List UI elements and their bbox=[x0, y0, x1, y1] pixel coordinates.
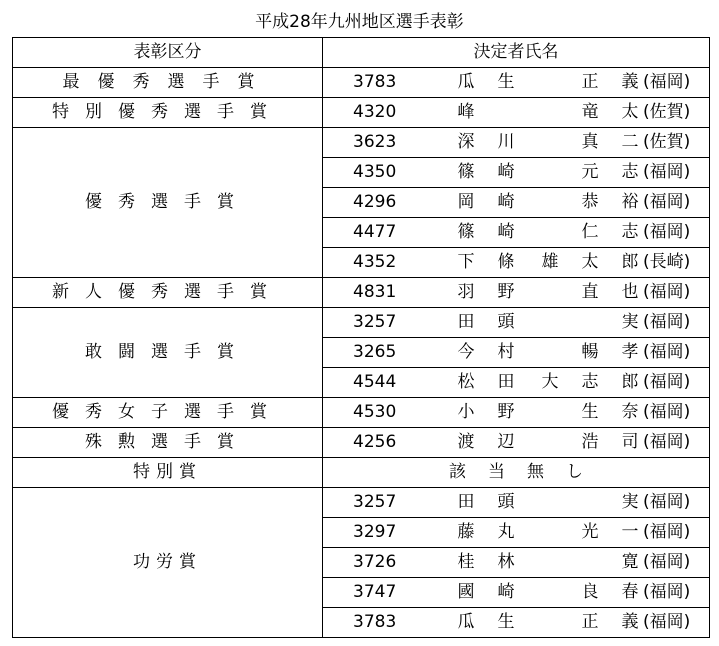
prefecture: (福岡) bbox=[643, 402, 691, 422]
racer-name-char: 林 bbox=[497, 552, 515, 572]
racer-name-char: 岡 bbox=[457, 192, 475, 212]
winner-cell bbox=[323, 548, 710, 578]
racer-name-char: 崎 bbox=[497, 162, 515, 182]
racer-name-char: 頭 bbox=[497, 312, 515, 332]
racer-name-char: 太 bbox=[581, 252, 599, 272]
racer-name-char: 崎 bbox=[497, 192, 515, 212]
racer-number: 4296 bbox=[353, 192, 397, 212]
racer-number: 3623 bbox=[353, 132, 397, 152]
racer-number: 4320 bbox=[353, 102, 397, 122]
category-cell: 優秀女子選手賞 bbox=[13, 398, 323, 428]
racer-name-char: 暢 bbox=[581, 342, 599, 362]
table-row bbox=[13, 428, 710, 458]
racer-name-char: 生 bbox=[581, 402, 599, 422]
racer-name-char: 一 bbox=[621, 522, 639, 542]
racer-name-char: 志 bbox=[581, 372, 599, 392]
racer-number: 3257 bbox=[353, 312, 397, 332]
racer-name-char: 田 bbox=[497, 372, 515, 392]
racer-number: 3257 bbox=[353, 492, 397, 512]
table-row bbox=[13, 458, 710, 488]
winner-cell bbox=[323, 128, 710, 158]
racer-name-char: 深 bbox=[457, 132, 475, 152]
racer-name-char: 志 bbox=[621, 222, 639, 242]
winner-cell bbox=[323, 368, 710, 398]
table-row bbox=[13, 98, 710, 128]
racer-name-char: 田 bbox=[457, 492, 475, 512]
racer-name-char: 直 bbox=[581, 282, 599, 302]
winner-cell bbox=[323, 488, 710, 518]
category-cell: 新人優秀選手賞 bbox=[13, 278, 323, 308]
racer-name-char: 正 bbox=[581, 612, 599, 632]
table-row bbox=[13, 68, 710, 98]
prefecture: (福岡) bbox=[643, 552, 691, 572]
racer-name-char: 小 bbox=[457, 402, 475, 422]
prefecture: (長崎) bbox=[643, 252, 691, 272]
racer-name-char: 真 bbox=[581, 132, 599, 152]
prefecture: (福岡) bbox=[643, 372, 691, 392]
no-winner-text: 該当無し bbox=[449, 462, 605, 482]
prefecture: (福岡) bbox=[643, 222, 691, 242]
category-cell: 最優秀選手賞 bbox=[13, 68, 323, 98]
racer-number: 3265 bbox=[353, 342, 397, 362]
prefecture: (佐賀) bbox=[643, 102, 691, 122]
racer-name-char: 下 bbox=[457, 252, 475, 272]
prefecture: (福岡) bbox=[643, 432, 691, 452]
racer-name-char: 松 bbox=[457, 372, 475, 392]
racer-name-char: 大 bbox=[541, 372, 559, 392]
racer-name-char: 司 bbox=[621, 432, 639, 452]
racer-name-char: 竜 bbox=[581, 102, 599, 122]
racer-name-char: 丸 bbox=[497, 522, 515, 542]
prefecture: (福岡) bbox=[643, 522, 691, 542]
table-row bbox=[13, 398, 710, 428]
winner-cell bbox=[323, 158, 710, 188]
racer-name-char: 村 bbox=[497, 342, 515, 362]
racer-name-char: 渡 bbox=[457, 432, 475, 452]
racer-number: 4477 bbox=[353, 222, 397, 242]
category-cell: 殊勲選手賞 bbox=[13, 428, 323, 458]
racer-number: 4831 bbox=[353, 282, 397, 302]
prefecture: (福岡) bbox=[643, 312, 691, 332]
racer-name-char: 今 bbox=[457, 342, 475, 362]
prefecture: (福岡) bbox=[643, 282, 691, 302]
winner-cell bbox=[323, 398, 710, 428]
winner-cell bbox=[323, 578, 710, 608]
racer-name-char: 生 bbox=[497, 72, 515, 92]
table-row bbox=[13, 278, 710, 308]
racer-name-char: 條 bbox=[497, 252, 515, 272]
table-row bbox=[13, 488, 710, 518]
racer-name-char: 瓜 bbox=[457, 72, 475, 92]
racer-name-char: 元 bbox=[581, 162, 599, 182]
prefecture: (佐賀) bbox=[643, 132, 691, 152]
category-cell: 功労賞 bbox=[13, 488, 323, 638]
prefecture: (福岡) bbox=[643, 612, 691, 632]
racer-name-char: 崎 bbox=[497, 582, 515, 602]
racer-name-char: 光 bbox=[581, 522, 599, 542]
winner-cell bbox=[323, 608, 710, 638]
racer-number: 4544 bbox=[353, 372, 397, 392]
header-row bbox=[13, 38, 710, 68]
racer-name-char: 辺 bbox=[497, 432, 515, 452]
page-title: 平成28年九州地区選手表彰 bbox=[255, 12, 464, 32]
racer-name-char: 崎 bbox=[497, 222, 515, 242]
racer-number: 3783 bbox=[353, 72, 397, 92]
racer-name-char: 実 bbox=[621, 312, 639, 332]
header-winner: 決定者氏名 bbox=[323, 38, 710, 68]
racer-name-char: 二 bbox=[621, 132, 639, 152]
racer-name-char: 川 bbox=[497, 132, 515, 152]
table-row bbox=[13, 128, 710, 158]
category-cell: 特別賞 bbox=[13, 458, 323, 488]
racer-name-char: 生 bbox=[497, 612, 515, 632]
racer-name-char: 裕 bbox=[621, 192, 639, 212]
racer-name-char: 太 bbox=[621, 102, 639, 122]
racer-name-char: 羽 bbox=[457, 282, 475, 302]
racer-name-char: 篠 bbox=[457, 162, 475, 182]
winner-cell bbox=[323, 518, 710, 548]
racer-name-char: 田 bbox=[457, 312, 475, 332]
prefecture: (福岡) bbox=[643, 342, 691, 362]
racer-name-char: 良 bbox=[581, 582, 599, 602]
header-category: 表彰区分 bbox=[13, 38, 323, 68]
winner-cell bbox=[323, 68, 710, 98]
racer-number: 3747 bbox=[353, 582, 397, 602]
racer-name-char: 國 bbox=[457, 582, 475, 602]
winner-cell bbox=[323, 308, 710, 338]
racer-name-char: 正 bbox=[581, 72, 599, 92]
prefecture: (福岡) bbox=[643, 192, 691, 212]
racer-number: 4530 bbox=[353, 402, 397, 422]
racer-name-char: 奈 bbox=[621, 402, 639, 422]
category-cell: 特別優秀選手賞 bbox=[13, 98, 323, 128]
prefecture: (福岡) bbox=[643, 72, 691, 92]
racer-name-char: 実 bbox=[621, 492, 639, 512]
racer-name-char: 雄 bbox=[541, 252, 559, 272]
winner-cell bbox=[323, 188, 710, 218]
racer-number: 4350 bbox=[353, 162, 397, 182]
racer-name-char: 孝 bbox=[621, 342, 639, 362]
racer-number: 3726 bbox=[353, 552, 397, 572]
category-cell: 敢闘選手賞 bbox=[13, 308, 323, 398]
winner-cell bbox=[323, 248, 710, 278]
winner-cell bbox=[323, 338, 710, 368]
winner-cell bbox=[323, 278, 710, 308]
category-cell: 優秀選手賞 bbox=[13, 128, 323, 278]
racer-name-char: 篠 bbox=[457, 222, 475, 242]
racer-name-char: 郎 bbox=[621, 252, 639, 272]
racer-name-char: 桂 bbox=[457, 552, 475, 572]
racer-name-char: 頭 bbox=[497, 492, 515, 512]
racer-name-char: 也 bbox=[621, 282, 639, 302]
racer-number: 4256 bbox=[353, 432, 397, 452]
winner-cell bbox=[323, 458, 710, 488]
prefecture: (福岡) bbox=[643, 492, 691, 512]
racer-name-char: 義 bbox=[621, 612, 639, 632]
winner-cell bbox=[323, 98, 710, 128]
racer-name-char: 浩 bbox=[581, 432, 599, 452]
racer-number: 3297 bbox=[353, 522, 397, 542]
table-row bbox=[13, 308, 710, 338]
racer-name-char: 野 bbox=[497, 402, 515, 422]
racer-number: 3783 bbox=[353, 612, 397, 632]
prefecture: (福岡) bbox=[643, 582, 691, 602]
racer-name-char: 春 bbox=[621, 582, 639, 602]
racer-name-char: 瓜 bbox=[457, 612, 475, 632]
racer-name-char: 恭 bbox=[581, 192, 599, 212]
racer-name-char: 藤 bbox=[457, 522, 475, 542]
racer-name-char: 志 bbox=[621, 162, 639, 182]
winner-cell bbox=[323, 428, 710, 458]
winner-cell bbox=[323, 218, 710, 248]
racer-name-char: 郎 bbox=[621, 372, 639, 392]
racer-name-char: 義 bbox=[621, 72, 639, 92]
prefecture: (福岡) bbox=[643, 162, 691, 182]
racer-name-char: 仁 bbox=[581, 222, 599, 242]
award-table bbox=[12, 37, 710, 638]
racer-number: 4352 bbox=[353, 252, 397, 272]
racer-name-char: 野 bbox=[497, 282, 515, 302]
racer-name-char: 峰 bbox=[457, 102, 475, 122]
racer-name-char: 寛 bbox=[621, 552, 639, 572]
